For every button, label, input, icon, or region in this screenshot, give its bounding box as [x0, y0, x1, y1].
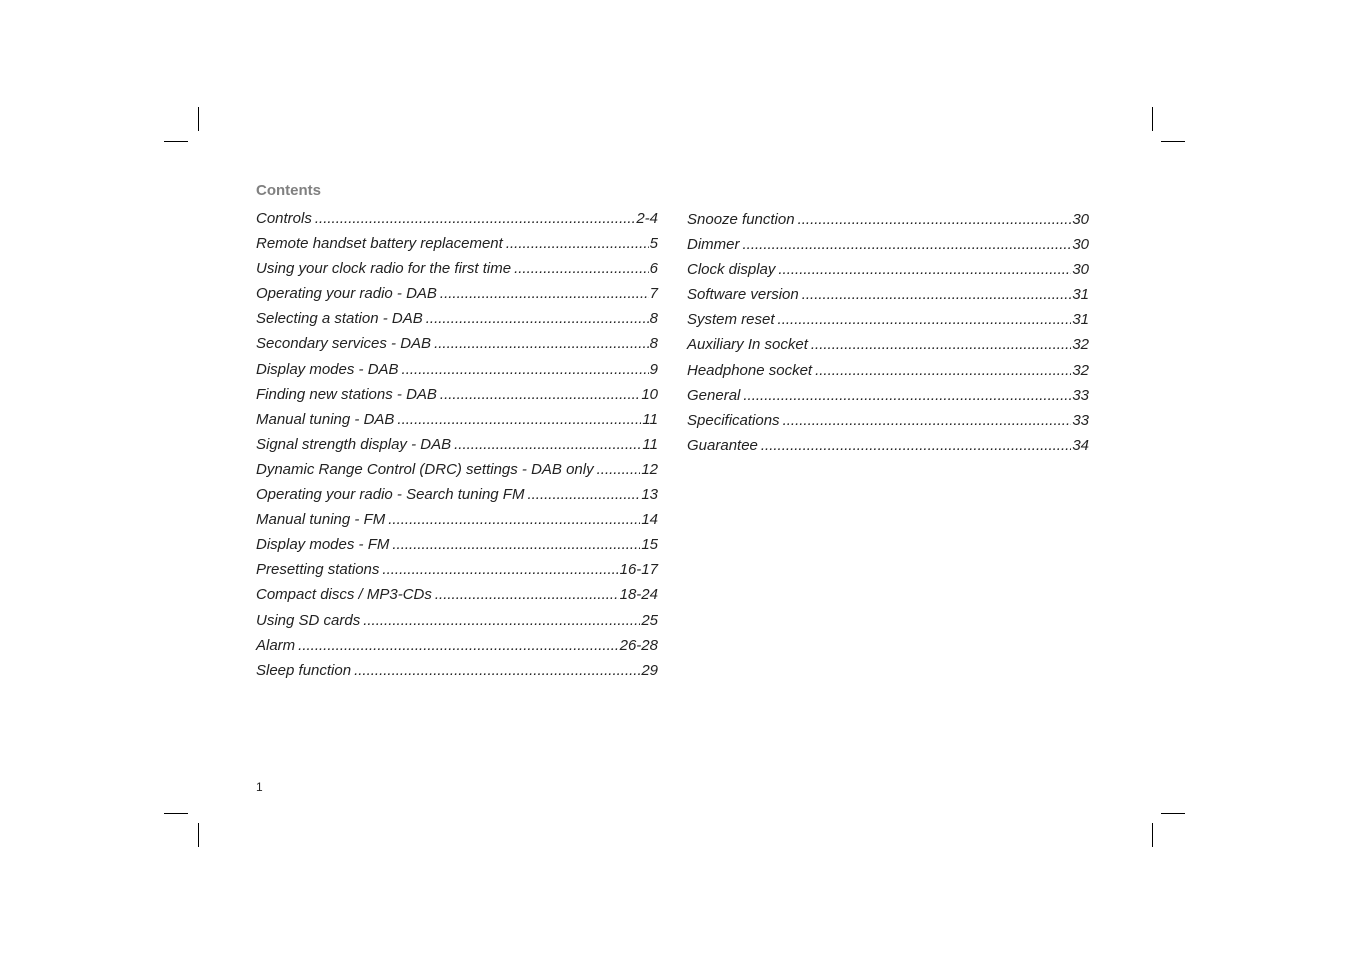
- toc-entry[interactable]: [687, 284, 1089, 309]
- toc-entry-title: Selecting a station - DAB: [256, 310, 423, 328]
- toc-entry[interactable]: [687, 209, 1089, 234]
- contents-list-right: [687, 209, 1089, 460]
- toc-entry-page: 10: [641, 385, 658, 403]
- toc-dot-leader: [397, 409, 641, 431]
- toc-entry[interactable]: [256, 208, 658, 233]
- toc-entry-page: 8: [649, 335, 658, 353]
- toc-entry-title: Guarantee: [687, 436, 758, 454]
- toc-entry-page: 11: [642, 410, 658, 428]
- toc-entry[interactable]: [256, 384, 658, 409]
- toc-entry[interactable]: [256, 484, 658, 509]
- toc-entry-page: 16-17: [619, 561, 658, 579]
- toc-entry-title: Alarm: [256, 636, 296, 654]
- page-number: 1: [256, 780, 263, 794]
- toc-entry-page: 26-28: [619, 636, 658, 654]
- toc-entry-title: Operating your radio - Search tuning FM: [256, 486, 525, 504]
- toc-entry-title: Presetting stations: [256, 561, 380, 579]
- toc-entry[interactable]: [256, 559, 658, 584]
- toc-entry-page: 33: [1072, 386, 1089, 404]
- toc-entry[interactable]: [687, 410, 1089, 435]
- toc-entry-title: Remote handset battery replacement: [256, 235, 503, 253]
- toc-dot-leader: [778, 259, 1071, 281]
- toc-entry-page: 9: [649, 360, 658, 378]
- toc-entry-title: Display modes - FM: [256, 536, 390, 554]
- toc-entry-title: Operating your radio - DAB: [256, 285, 437, 303]
- toc-entry-title: System reset: [687, 311, 775, 329]
- toc-dot-leader: [440, 283, 649, 305]
- toc-dot-leader: [298, 635, 618, 657]
- toc-entry-page: 31: [1072, 286, 1089, 304]
- toc-entry[interactable]: [687, 309, 1089, 334]
- crop-mark-top-left-horizontal: [164, 141, 188, 142]
- toc-entry-title: Auxiliary In socket: [687, 336, 808, 354]
- crop-mark-top-right-vertical: [1152, 107, 1153, 131]
- toc-dot-leader: [426, 308, 649, 330]
- toc-entry-title: Secondary services - DAB: [256, 335, 432, 353]
- toc-entry-title: Snooze function: [687, 211, 795, 228]
- toc-entry-title: Sleep function: [256, 661, 352, 679]
- toc-dot-leader: [527, 484, 640, 506]
- toc-entry-page: 25: [641, 611, 658, 629]
- toc-dot-leader: [811, 334, 1071, 356]
- toc-dot-leader: [778, 309, 1072, 331]
- toc-entry-title: General: [687, 386, 741, 404]
- crop-mark-bottom-right-horizontal: [1161, 813, 1185, 814]
- toc-entry-page: 13: [641, 486, 658, 504]
- toc-entry-page: 32: [1072, 336, 1089, 354]
- crop-mark-bottom-left-vertical: [198, 823, 199, 847]
- toc-entry-page: 30: [1072, 261, 1089, 279]
- toc-dot-leader: [506, 233, 649, 255]
- toc-dot-leader: [802, 284, 1072, 306]
- toc-entry[interactable]: [687, 435, 1089, 460]
- toc-entry[interactable]: [256, 534, 658, 559]
- toc-entry-page: 18-24: [619, 586, 658, 604]
- contents-list-left: [256, 208, 658, 685]
- toc-entry-page: 8: [649, 310, 658, 328]
- toc-dot-leader: [388, 509, 640, 531]
- toc-entry-page: 33: [1072, 411, 1089, 429]
- toc-dot-leader: [514, 258, 649, 280]
- toc-entry[interactable]: [256, 610, 658, 635]
- toc-entry-page: 5: [649, 235, 658, 253]
- toc-entry-title: Signal strength display - DAB: [256, 435, 452, 453]
- toc-entry-title: Using SD cards: [256, 611, 361, 629]
- crop-mark-top-left-vertical: [198, 107, 199, 131]
- toc-entry-title: Headphone socket: [687, 361, 813, 379]
- toc-entry-page: 15: [641, 536, 658, 554]
- toc-dot-leader: [743, 385, 1071, 407]
- toc-entry-title: Clock display: [687, 261, 776, 279]
- toc-entry[interactable]: [256, 459, 658, 484]
- toc-entry-page: 11: [642, 435, 658, 453]
- toc-entry[interactable]: [256, 409, 658, 434]
- toc-entry[interactable]: [256, 283, 658, 308]
- toc-dot-leader: [815, 360, 1071, 382]
- toc-entry-title: Dimmer: [687, 236, 740, 254]
- toc-entry[interactable]: [687, 334, 1089, 359]
- toc-dot-leader: [354, 660, 640, 682]
- toc-dot-leader: [402, 359, 649, 381]
- toc-dot-leader: [743, 234, 1072, 256]
- toc-entry-page: 31: [1072, 311, 1089, 329]
- toc-dot-leader: [454, 434, 641, 456]
- toc-entry-page: 34: [1072, 436, 1089, 454]
- toc-entry-title: Using your clock radio for the first time: [256, 260, 512, 278]
- toc-entry-page: 12: [641, 460, 658, 478]
- toc-entry[interactable]: [687, 360, 1089, 385]
- toc-entry-page: 30: [1072, 211, 1089, 228]
- toc-entry-title: Controls: [256, 210, 312, 227]
- crop-mark-bottom-right-vertical: [1152, 823, 1153, 847]
- toc-entry[interactable]: [256, 359, 658, 384]
- toc-entry-page: 29: [641, 661, 658, 679]
- toc-entry-title: Manual tuning - FM: [256, 511, 386, 529]
- toc-entry[interactable]: [256, 635, 658, 660]
- toc-entry-title: Specifications: [687, 411, 780, 429]
- toc-entry[interactable]: [256, 333, 658, 358]
- toc-entry[interactable]: [256, 584, 658, 609]
- toc-dot-leader: [597, 459, 641, 481]
- toc-entry-title: Manual tuning - DAB: [256, 410, 395, 428]
- toc-dot-leader: [434, 333, 649, 355]
- toc-entry-title: Display modes - DAB: [256, 360, 399, 378]
- crop-mark-bottom-left-horizontal: [164, 813, 188, 814]
- toc-entry[interactable]: [256, 434, 658, 459]
- toc-entry-title: Compact discs / MP3-CDs: [256, 586, 432, 604]
- toc-dot-leader: [435, 584, 619, 606]
- toc-entry-title: Software version: [687, 286, 799, 304]
- toc-entry-page: 7: [649, 285, 658, 303]
- toc-entry-title: Dynamic Range Control (DRC) settings - DAB only: [256, 460, 594, 478]
- toc-dot-leader: [440, 384, 640, 406]
- toc-entry[interactable]: [687, 385, 1089, 410]
- toc-entry-page: 32: [1072, 361, 1089, 379]
- toc-dot-leader: [761, 435, 1071, 457]
- toc-entry-title: Finding new stations - DAB: [256, 385, 437, 403]
- toc-dot-leader: [783, 410, 1072, 432]
- toc-entry[interactable]: [256, 509, 658, 534]
- toc-dot-leader: [363, 610, 640, 632]
- toc-dot-leader: [315, 208, 635, 230]
- toc-dot-leader: [392, 534, 640, 556]
- toc-dot-leader: [798, 209, 1072, 231]
- toc-entry-page: 14: [641, 511, 658, 529]
- toc-entry-page: 2-4: [636, 210, 658, 227]
- crop-mark-top-right-horizontal: [1161, 141, 1185, 142]
- contents-heading: Contents: [256, 182, 321, 199]
- toc-entry[interactable]: [256, 233, 658, 258]
- toc-entry[interactable]: [256, 258, 658, 283]
- toc-dot-leader: [382, 559, 618, 581]
- toc-entry[interactable]: [256, 660, 658, 685]
- toc-entry[interactable]: [256, 308, 658, 333]
- toc-entry[interactable]: [687, 234, 1089, 259]
- toc-entry-page: 30: [1072, 236, 1089, 254]
- toc-entry-page: 6: [649, 260, 658, 278]
- toc-entry[interactable]: [687, 259, 1089, 284]
